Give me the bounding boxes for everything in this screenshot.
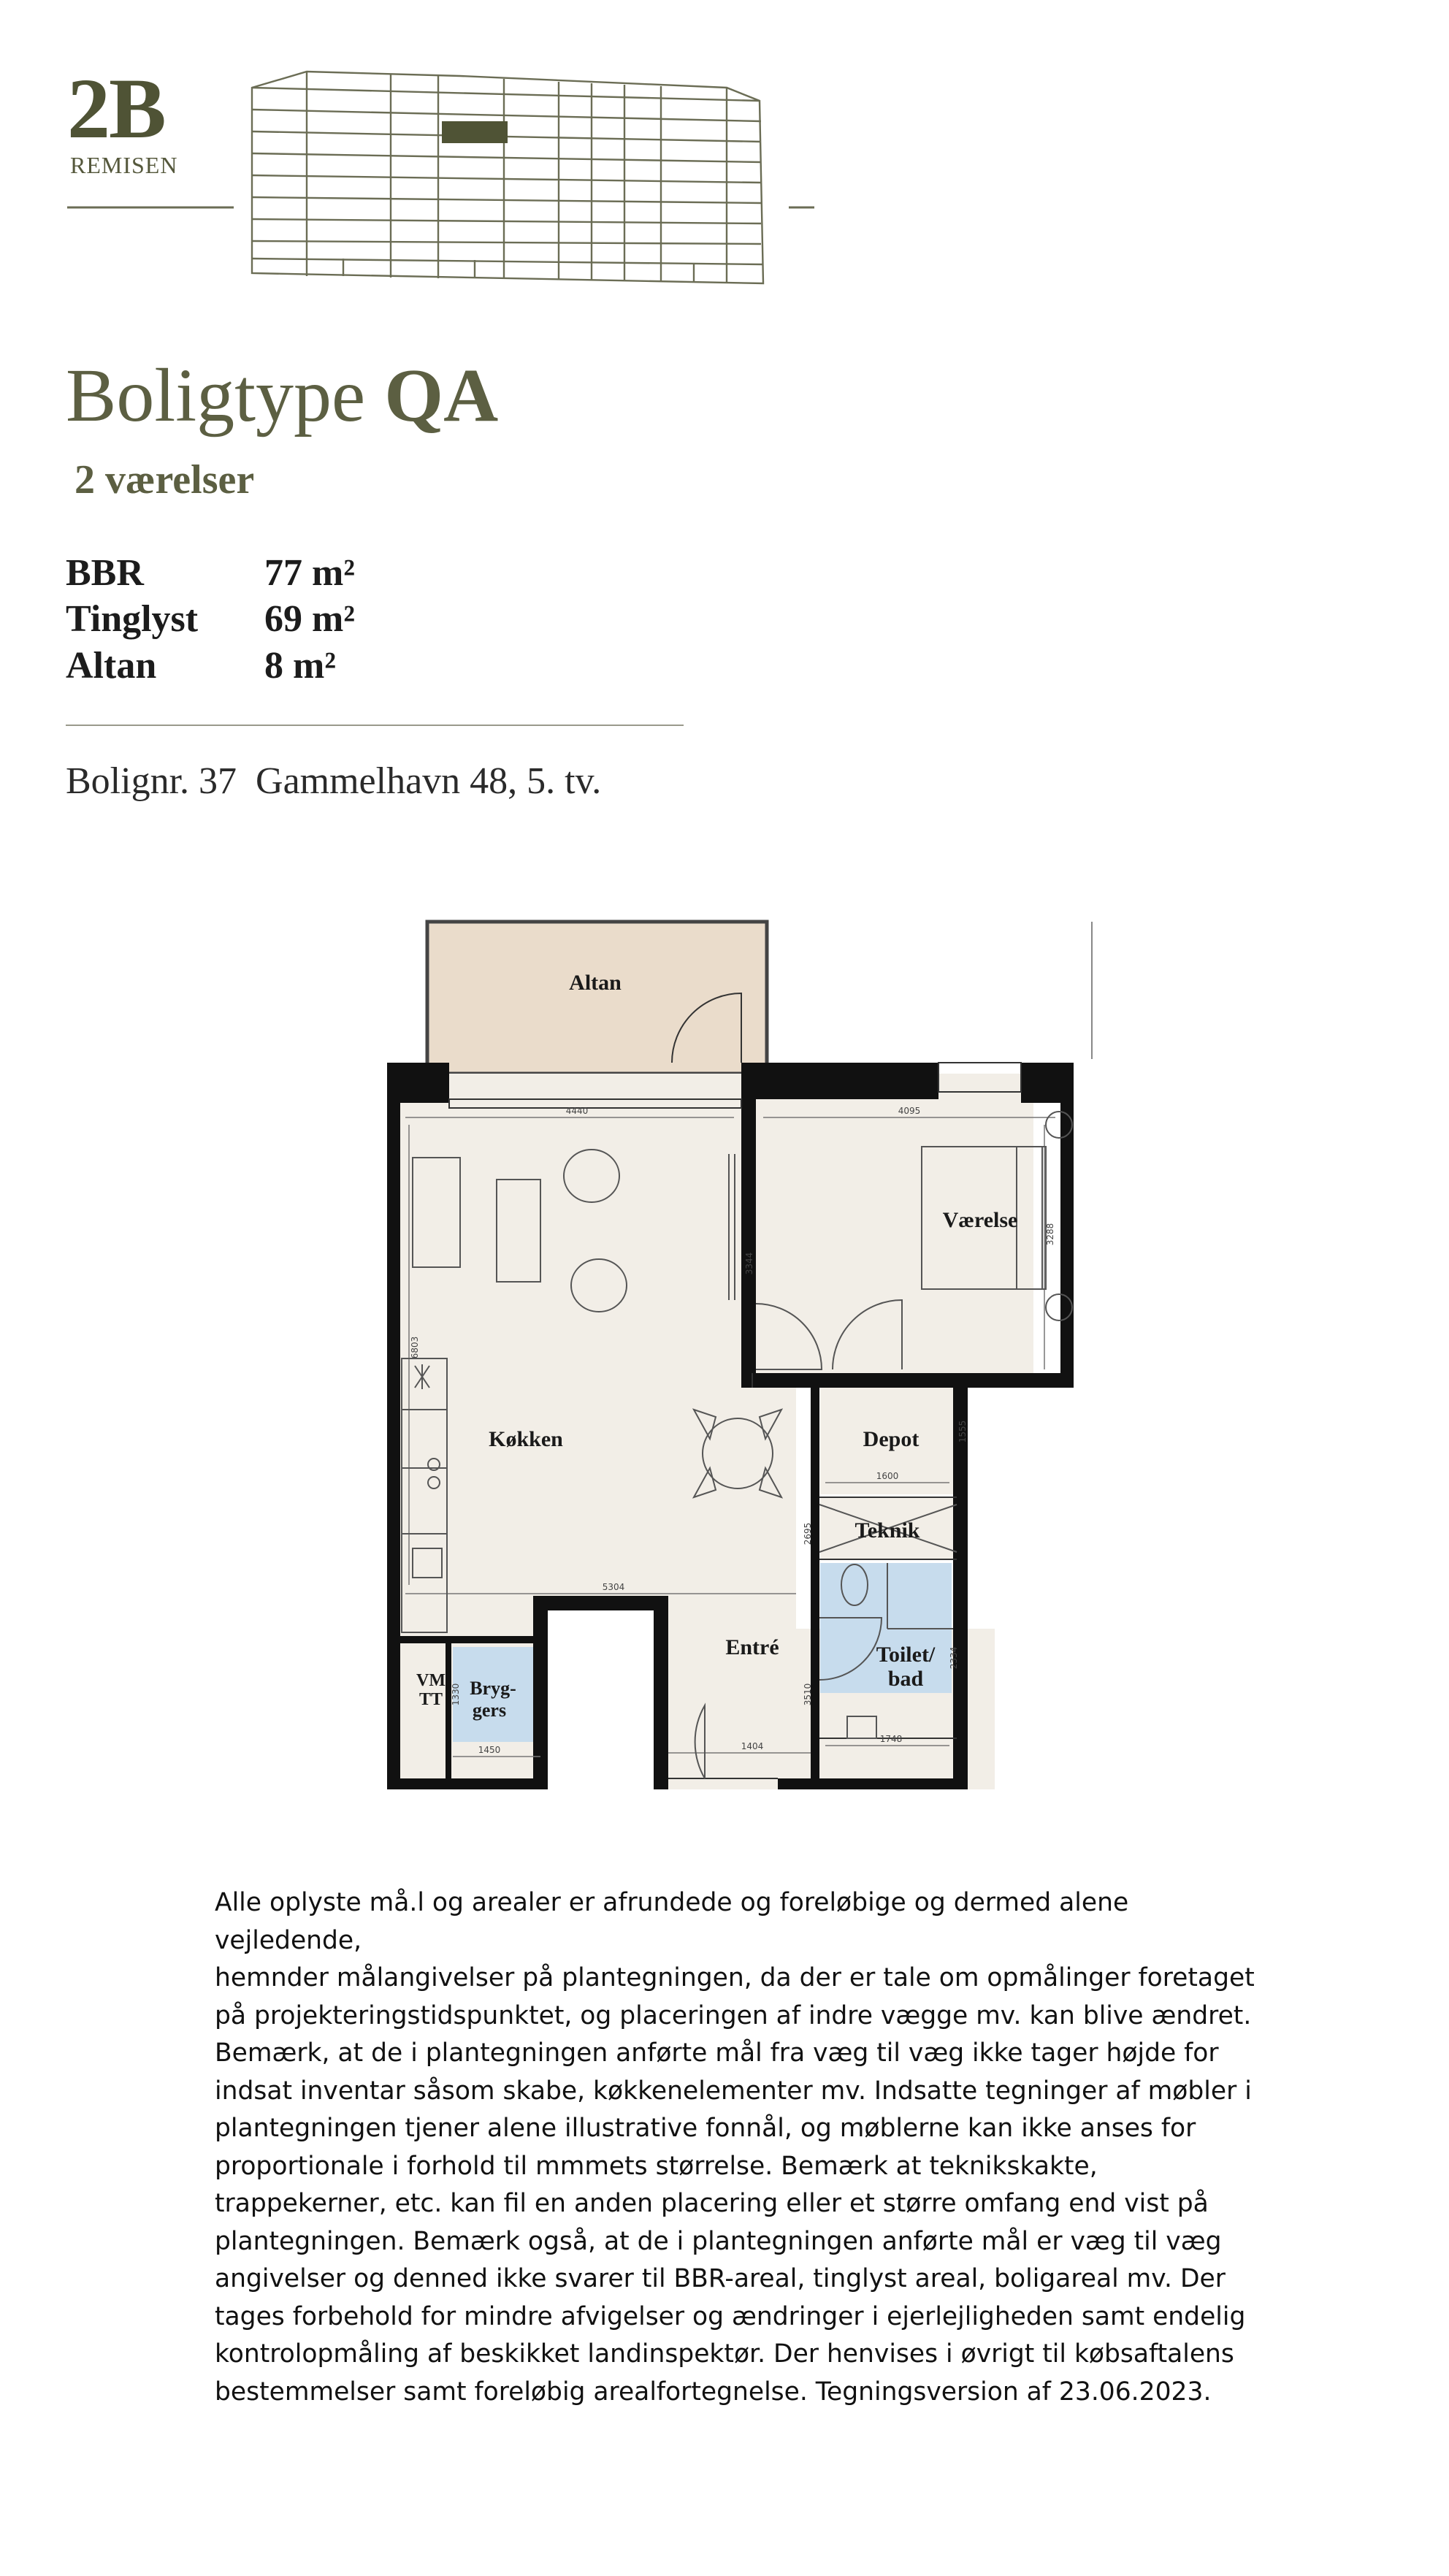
dim-entre-height: 3510 <box>803 1683 813 1706</box>
room-count: 2 værelser <box>74 457 255 502</box>
dim-kitchen-width: 5304 <box>602 1582 625 1592</box>
building-code: 2B <box>67 61 165 156</box>
disclaimer-text <box>215 1884 1259 2411</box>
disclaimer-line: angivelser og denned ikke svarer til BBR-areal, tinglyst areal, boligareal mv. Der <box>215 2264 1226 2293</box>
room-label-vaerelse: Værelse <box>942 1208 1018 1232</box>
disclaimer-line: tages forbehold for mindre afvigelser og ændringer i ejerlejligheden samt endelig <box>215 2301 1246 2331</box>
room-label-tt: TT <box>418 1690 443 1709</box>
area-value: 8 m² <box>264 645 336 687</box>
dim-entre-width: 1404 <box>741 1741 764 1751</box>
disclaimer-line: på projekteringstidspunktet, og placeringen af indre vægge mv. kan blive ændret. <box>215 2000 1252 2030</box>
disclaimer-line: plantegningen. Bemærk også, at de i plantegningen anførte mål er væg til væg <box>215 2226 1222 2256</box>
unit-number: Bolignr. 37 <box>66 760 237 802</box>
dim-depot-height: 1555 <box>957 1420 968 1443</box>
room-label-teknik: Teknik <box>855 1518 920 1543</box>
disclaimer-line: Bemærk, at de i plantegningen anførte mål fra væg til væg ikke tager højde for <box>215 2038 1219 2068</box>
disclaimer-line: bestemmelser samt foreløbig arealfortegnelse. Tegningsversion af 23.06.2023. <box>215 2377 1212 2407</box>
title-type: QA <box>384 353 499 437</box>
dim-bedroom-height: 3288 <box>1045 1223 1055 1246</box>
building-name: REMISEN <box>70 152 178 178</box>
dim-toilet-height: 2334 <box>949 1646 959 1670</box>
unit-highlight <box>442 121 508 143</box>
room-label-kokken: Køkken <box>489 1427 563 1451</box>
disclaimer-line: indsat inventar såsom skabe, køkkenelementer mv. Indsatte tegninger af møbler i <box>215 2076 1252 2106</box>
room-label-depot: Depot <box>863 1427 920 1451</box>
dim-kitchen-height: 6803 <box>410 1336 420 1359</box>
page-title <box>66 353 499 437</box>
address <box>66 760 601 803</box>
dim-depot-width: 1600 <box>876 1471 899 1481</box>
disclaimer-line: trappekerner, etc. kan fil en anden placering eller et større omfang end vist på <box>215 2189 1209 2218</box>
area-value: 69 m² <box>264 598 355 640</box>
area-label: BBR <box>66 552 144 594</box>
dim-living-gap: 3344 <box>744 1252 754 1275</box>
disclaimer-line: proportionale i forhold til mmmets størrelse. Bemærk at teknikskakte, <box>215 2151 1098 2181</box>
dim-bryg-width: 1450 <box>478 1745 501 1755</box>
area-label: Altan <box>66 645 157 687</box>
floor-plan <box>372 906 1096 1789</box>
room-label-bad: bad <box>887 1667 924 1691</box>
dim-bedroom-width: 4095 <box>898 1106 921 1116</box>
street-address: Gammelhavn 48, 5. tv. <box>256 760 602 802</box>
dim-toilet-width: 1748 <box>879 1734 903 1744</box>
room-label-toilet: Toilet/ <box>876 1643 936 1667</box>
area-value: 77 m² <box>264 552 355 594</box>
room-label-gers: gers <box>472 1700 507 1721</box>
room-label-bryg: Bryg- <box>470 1678 516 1699</box>
disclaimer-line: plantegningen tjener alene illustrative fonnål, og møblerne kan ikke anses for <box>215 2114 1196 2143</box>
building-elevation-diagram <box>66 61 825 298</box>
disclaimer-line: hemnder målangivelser på plantegningen, da der er tale om opmålinger foretaget <box>215 1963 1255 1992</box>
room-label-altan: Altan <box>569 971 622 995</box>
area-label: Tinglyst <box>66 598 199 640</box>
room-label-vm: VM <box>416 1671 446 1690</box>
dim-bryg-height: 1330 <box>451 1683 461 1706</box>
disclaimer-line: Alle oplyste må.l og arealer er afrundede og foreløbige og dermed alene vejledende, <box>215 1888 1129 1955</box>
divider <box>66 725 684 726</box>
dim-hall-height: 2695 <box>803 1522 813 1545</box>
room-label-entre: Entré <box>725 1635 779 1659</box>
title-prefix: Boligtype <box>66 353 366 437</box>
dim-living-width: 4440 <box>565 1106 589 1116</box>
disclaimer-line: kontrolopmåling af beskikket landinspektør. Der henvises i øvrigt til købsaftalens <box>215 2339 1234 2369</box>
